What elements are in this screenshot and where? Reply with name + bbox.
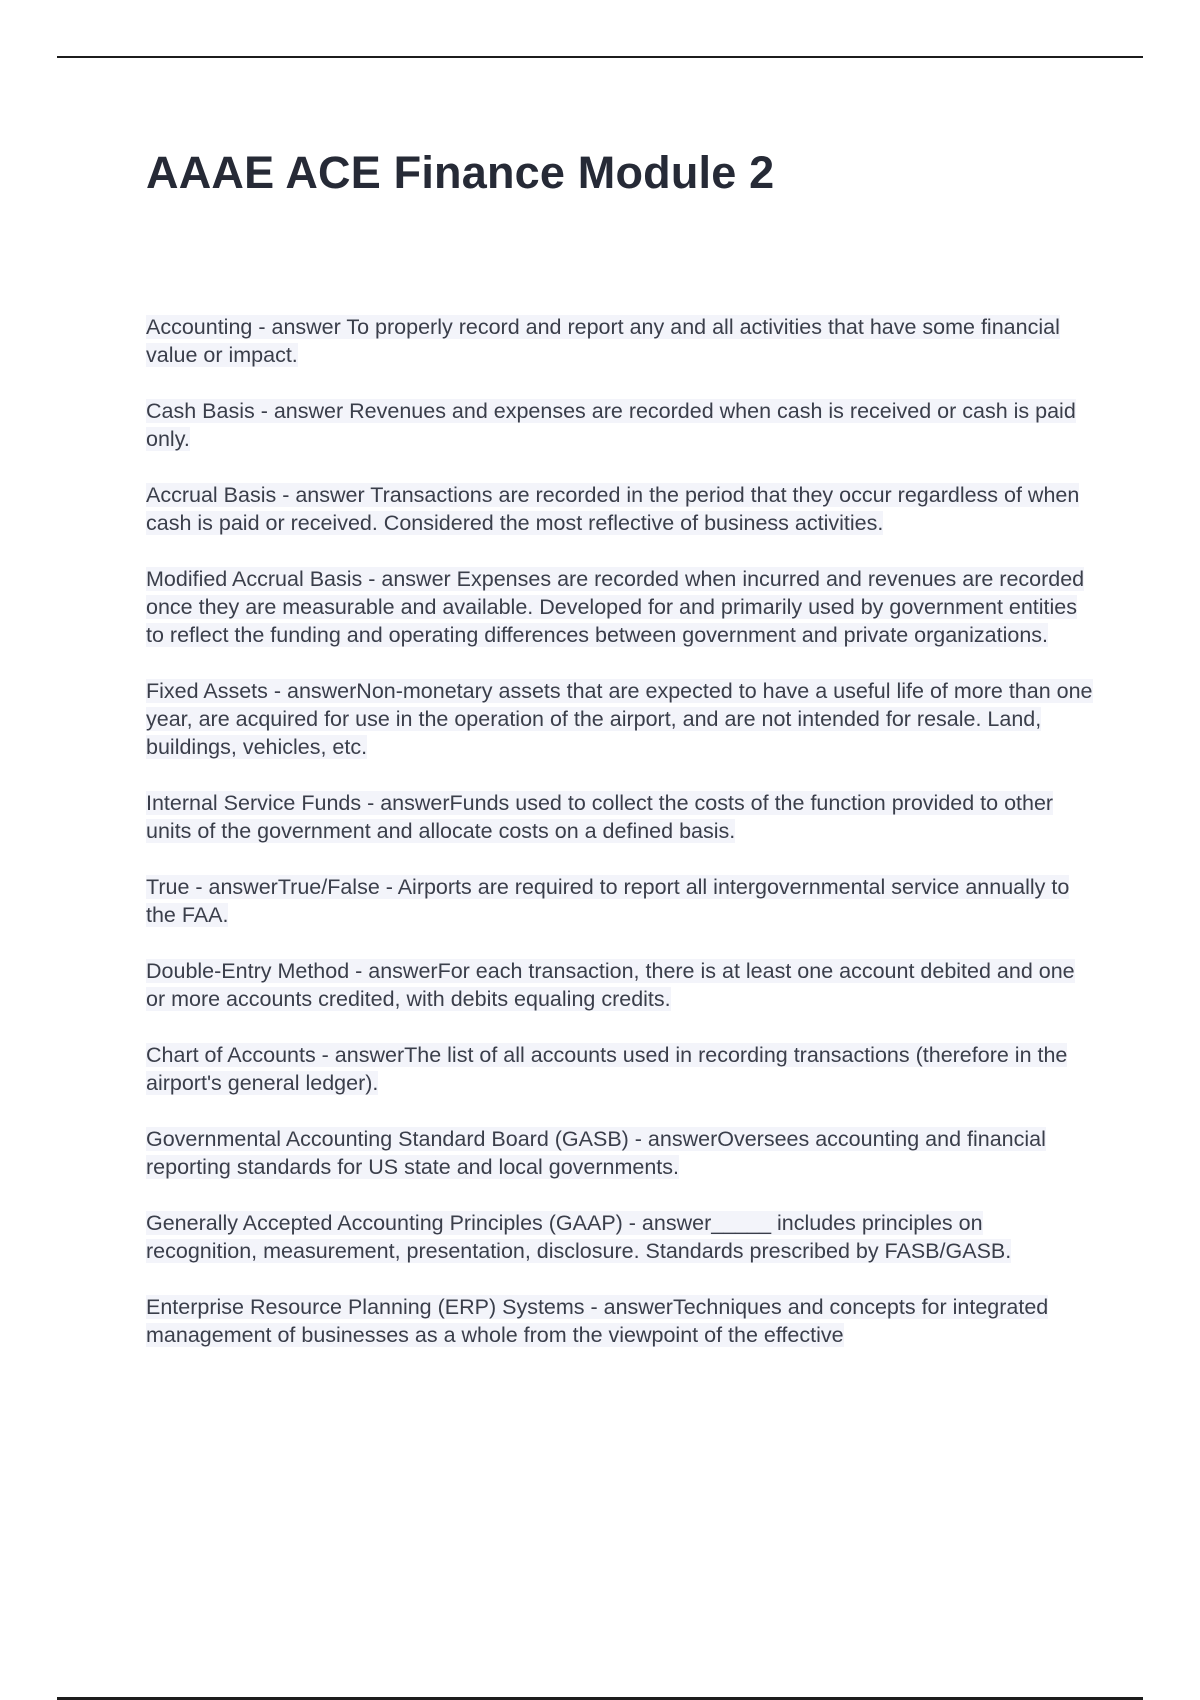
page-title: AAAE ACE Finance Module 2: [146, 147, 775, 198]
entry-text: Fixed Assets - answerNon-monetary assets that are expected to have a useful life of more than one year, are acquired for use in the operation of the airport, and are not intended for resale. Land, buildings, vehicles, etc.: [146, 679, 1093, 759]
entry-text: Modified Accrual Basis - answer Expenses are recorded when incurred and revenues are recorded once they are measurable and available. Developed for and primarily used by government entities to reflect the funding and operating differences between government and private organizations.: [146, 567, 1085, 647]
list-item: [146, 789, 1096, 845]
list-item: [146, 397, 1096, 453]
entry-text: Enterprise Resource Planning (ERP) Systems - answerTechniques and concepts for integrated management of businesses as a whole from the viewpoint of the effective: [146, 1295, 1049, 1347]
list-item: [146, 481, 1096, 537]
top-divider: [57, 56, 1143, 58]
flashcard-list: [146, 313, 1096, 1377]
list-item: [146, 1125, 1096, 1181]
entry-text: Chart of Accounts - answerThe list of all accounts used in recording transactions (therefore in the airport's general ledger).: [146, 1043, 1068, 1095]
entry-text: Accrual Basis - answer Transactions are recorded in the period that they occur regardless of when cash is paid or received. Considered the most reflective of business activities.: [146, 483, 1080, 535]
entry-text: Cash Basis - answer Revenues and expenses are recorded when cash is received or cash is paid only.: [146, 399, 1076, 451]
list-item: [146, 1293, 1096, 1349]
entry-text: Double-Entry Method - answerFor each transaction, there is at least one account debited and one or more accounts credited, with debits equaling credits.: [146, 959, 1075, 1011]
list-item: [146, 677, 1096, 761]
list-item: [146, 957, 1096, 1013]
list-item: [146, 565, 1096, 649]
entry-text: True - answerTrue/False - Airports are required to report all intergovernmental service annually to the FAA.: [146, 875, 1070, 927]
list-item: [146, 873, 1096, 929]
entry-text: Governmental Accounting Standard Board (GASB) - answerOversees accounting and financial reporting standards for US state and local governments.: [146, 1127, 1046, 1179]
entry-text: Generally Accepted Accounting Principles (GAAP) - answer_____ includes principles on recognition, measurement, presentation, disclosure. Standards prescribed by FASB/GASB.: [146, 1211, 1012, 1263]
entry-text: Internal Service Funds - answerFunds used to collect the costs of the function provided to other units of the government and allocate costs on a defined basis.: [146, 791, 1054, 843]
list-item: [146, 1209, 1096, 1265]
entry-text: Accounting - answer To properly record and report any and all activities that have some financial value or impact.: [146, 315, 1060, 367]
list-item: [146, 313, 1096, 369]
list-item: [146, 1041, 1096, 1097]
